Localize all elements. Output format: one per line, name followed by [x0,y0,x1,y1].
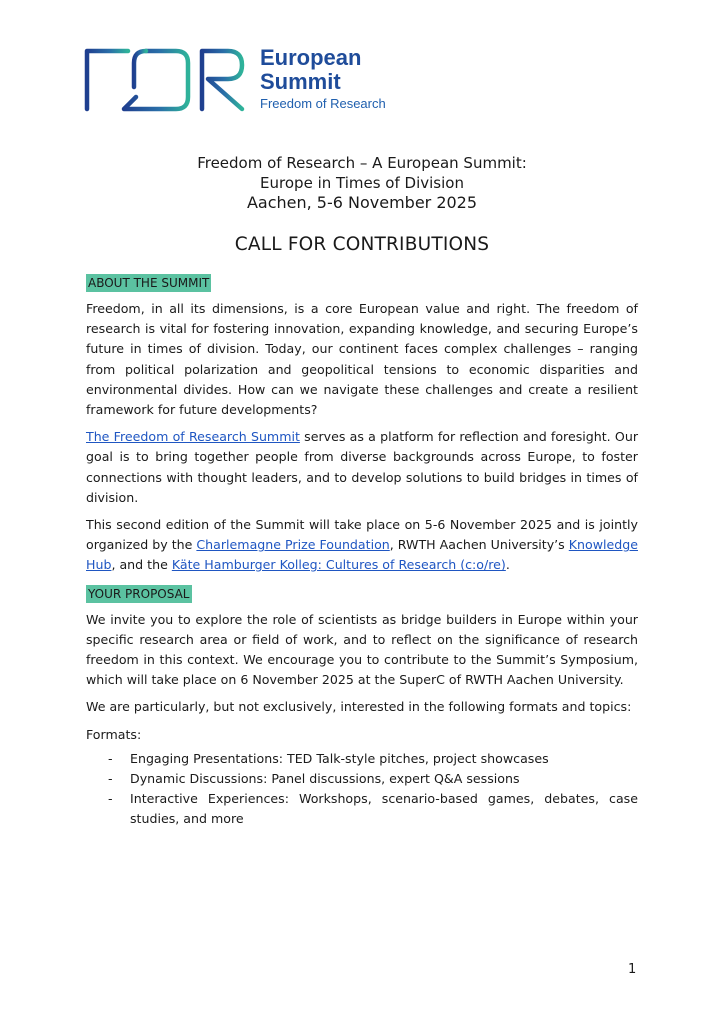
dash-bullet-icon: - [108,770,113,786]
kolleg-link[interactable]: Käte Hamburger Kolleg: Cultures of Research (c:o/re) [171,557,506,573]
about-p3-text-a: This second edition of the Summit will take place on 5-6 November 2025 and is jointly organized by the [86,517,638,553]
format-text: Engaging Presentations: TED Talk-style pitches, project showcases [130,750,549,766]
logo-line-freedom: Freedom of Research [260,96,386,111]
about-paragraph-1: Freedom, in all its dimensions, is a core European value and right. The freedom of research is vital for fostering innovation, expanding knowledge, and securing Europe’s future in times of division. Today, our continent faces complex challenges – ranging from political polarization and geopolitical tensions to economic disparities and environmental divides. How can we navigate these challenges and create a resilient framework for future developments? [86,301,638,418]
knowledge-hub-link[interactable]: Knowledge Hub [86,537,638,573]
formats-label: Formats: [86,726,142,742]
about-p3-text-c: , and the [111,557,172,573]
list-item [108,749,638,769]
charlemagne-link[interactable]: Charlemagne Prize Foundation [196,537,390,553]
list-item [108,769,638,789]
dash-bullet-icon: - [108,750,113,766]
formats-list [86,749,638,830]
about-paragraph-2-text: serves as a platform for reflection and foresight. Our goal is to bring together people from diverse backgrounds across Europe, to foster connections with thought leaders, and to develop solutions to build bridges in times of division. [86,429,638,505]
dash-bullet-icon: - [108,791,113,807]
summit-link[interactable]: The Freedom of Research Summit [86,429,300,445]
document-body [86,272,638,829]
document-title [0,153,724,213]
summit-logo [84,44,404,116]
logo-line-european: European [260,45,362,70]
format-text: Interactive Experiences: Workshops, scenario-based games, debates, case studies, and more [130,791,638,827]
format-text: Dynamic Discussions: Panel discussions, expert Q&A sessions [130,770,520,786]
title-line-3: Aachen, 5-6 November 2025 [246,193,478,212]
about-paragraph-3 [86,515,638,576]
title-line-1: Freedom of Research – A European Summit: [197,154,527,172]
for-logo-mark-icon [84,47,250,113]
title-line-2: Europe in Times of Division [260,174,464,192]
about-paragraph-2 [86,427,638,508]
about-p3-text-b: , RWTH Aachen University’s [389,537,569,553]
about-p3-text-d: . [505,557,510,573]
logo-wordmark [260,46,386,114]
call-heading: CALL FOR CONTRIBUTIONS [234,234,490,255]
list-item [108,789,638,829]
proposal-paragraph-1: We invite you to explore the role of scientists as bridge builders in Europe within your specific research area or field of work, and to reflect on the significance of research freedom in this context. We encourage you to contribute to the Summit’s Symposium, which will take place on 6 November 2025 at the SuperC of RWTH Aachen University. [86,611,638,688]
page-number: 1 [628,962,637,977]
logo-line-summit: Summit [260,69,341,94]
about-heading: ABOUT THE SUMMIT [88,276,210,290]
proposal-paragraph-2: We are particularly, but not exclusively, interested in the following formats and topics: [86,699,632,715]
proposal-heading: YOUR PROPOSAL [88,586,190,601]
